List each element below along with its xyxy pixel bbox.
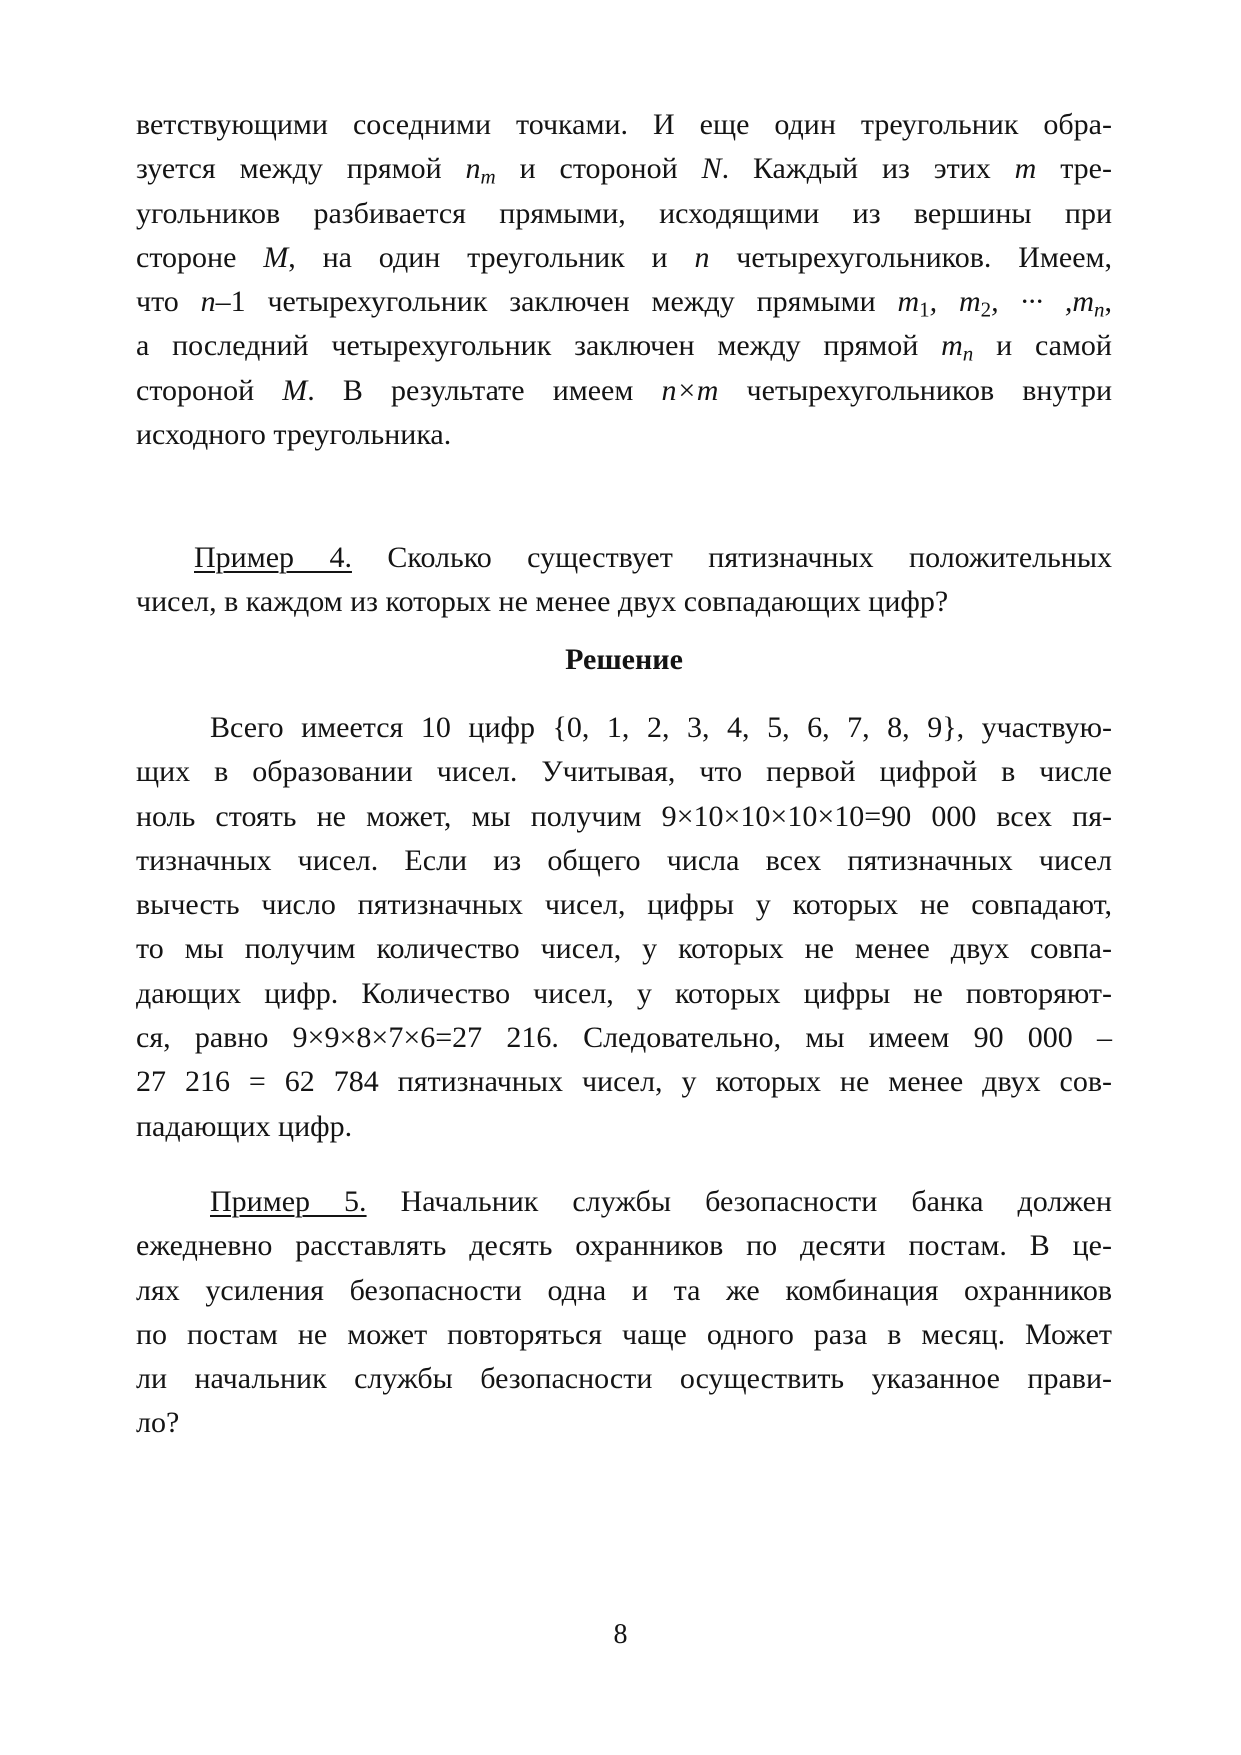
math-var: m (897, 285, 920, 319)
text-line: вычесть число пятизначных чисел, цифры у которых не совпадают, (136, 888, 1112, 922)
text-line: что n–1 четырехугольник заключен между прямыми $m_1$, $m_2$, ··· $,m_n$, (136, 285, 1112, 322)
text-line: а последний четырехугольник заключен между прямой $m_n$ и самой (136, 329, 1112, 366)
text-line: Пример 4. Сколько существует пятизначных положительных (194, 541, 1112, 574)
text-line: тизначных чисел. Если из общего числа всех пятизначных чисел (136, 843, 1112, 877)
text-line: ся, равно 9×9×8×7×6=27 216. Следовательно, мы имеем 90 000 – (136, 1021, 1112, 1055)
text-line: по постам не может повторяться чаще одного раза в месяц. Может (136, 1317, 1112, 1351)
example-label: Пример 5. (210, 1185, 367, 1218)
page-number: 8 (613, 1619, 628, 1650)
math-subscript: n (1094, 297, 1105, 322)
text-line: падающих цифр. (136, 1109, 353, 1143)
text-line: ежедневно расставлять десять охранников по десяти постам. В це- (136, 1229, 1112, 1263)
text-line: Пример 5. Начальник службы безопасности банка должен (210, 1185, 1112, 1218)
math-var: M (263, 240, 289, 274)
example-5 (136, 1180, 1112, 1446)
math-var: n (694, 240, 710, 274)
math-subscript: 2 (980, 297, 992, 322)
text-line: ли начальник службы безопасности осуществить указанное прави- (136, 1362, 1112, 1396)
text-line: Всего имеется 10 цифр {0, 1, 2, 3, 4, 5, 6, 7, 8, 9}, участвую- (210, 711, 1112, 744)
text-line: исходного треугольника. (136, 418, 452, 452)
text-line: 27 216 = 62 784 пятизначных чисел, у которых не менее двух сов- (136, 1065, 1112, 1099)
example-4 (136, 536, 1112, 625)
text-line: стороне M, на один треугольник и n четырехугольников. Имеем, (136, 240, 1112, 274)
math-subscript: n (962, 341, 974, 366)
text-line: щих в образовании чисел. Учитывая, что первой цифрой в числе (136, 755, 1112, 789)
math-expression: n×m (661, 373, 719, 407)
example-label: Пример 4. (194, 541, 352, 574)
solution-paragraph (136, 706, 1112, 1149)
math-var: m (1014, 152, 1037, 186)
math-var: n (200, 285, 216, 319)
text-line: чисел, в каждом из которых не менее двух совпадающих цифр? (136, 585, 949, 619)
text-line: ветствующими соседними точками. И еще один треугольник обра- (136, 108, 1112, 141)
math-var: M (282, 373, 308, 407)
math-var: n (465, 152, 481, 186)
solution-heading-block (136, 638, 1112, 682)
math-var: m (959, 285, 981, 319)
section-heading: Решение (565, 643, 683, 676)
text-line: ноль стоять не может, мы получим 9×10×10×10×10=90 000 всех пя- (136, 799, 1112, 833)
text-line: угольников разбивается прямыми, исходящими из вершины при (136, 196, 1112, 230)
math-var: m (941, 329, 963, 363)
text-line: то мы получим количество чисел, у которых не менее двух совпа- (136, 932, 1112, 966)
text-line: лях усиления безопасности одна и та же комбинация охранников (136, 1273, 1112, 1307)
paragraph-triangles (136, 103, 1112, 457)
math-var: m (1072, 285, 1094, 319)
math-subscript: 1 (919, 297, 930, 322)
text-line: зуется между прямой $n_m$ и стороной N. Каждый из этих m тре- (136, 152, 1112, 189)
text-line: ло? (136, 1406, 180, 1440)
text-line: дающих цифр. Количество чисел, у которых цифры не повторяют- (136, 976, 1112, 1010)
text-line: стороной M. В результате имеем n×m четырехугольников внутри (136, 373, 1113, 407)
math-var: N (701, 152, 722, 186)
math-subscript: m (480, 164, 496, 189)
